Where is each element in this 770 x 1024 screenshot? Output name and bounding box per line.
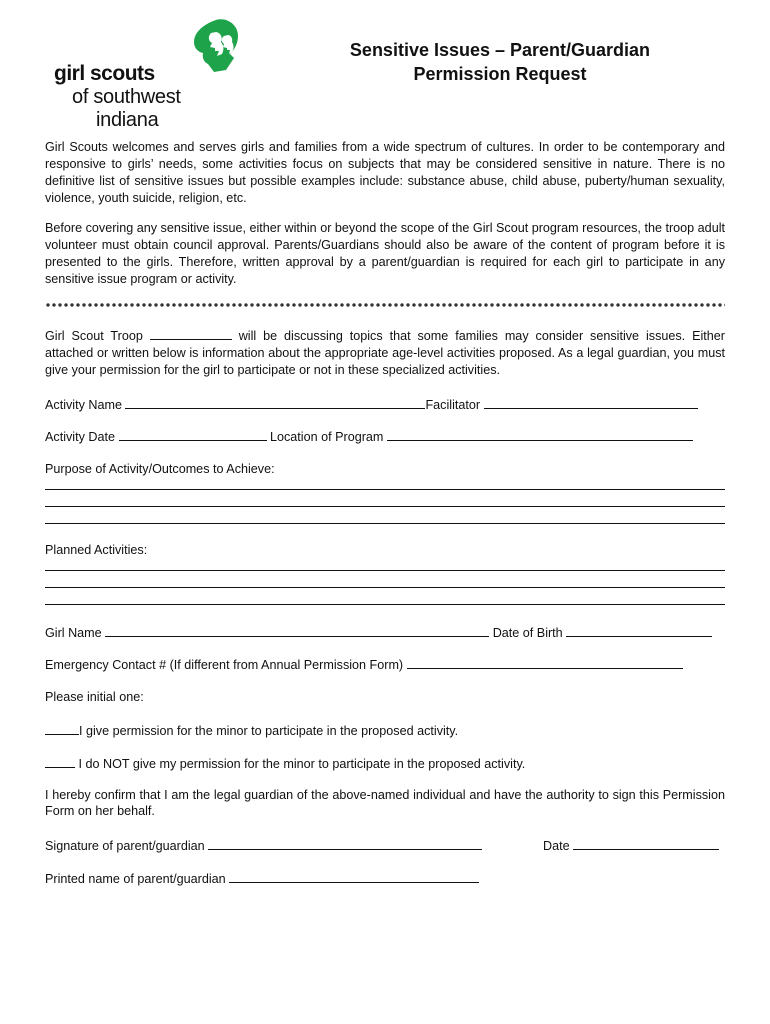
troop-paragraph-text: will be discussing topics that some families may consider sensitive issues. Either attached or written below is information about the appropriate age-level activities proposed. As a legal guardian, you must give your permission for the girl to participate or not in these specialized activities. <box>45 329 725 377</box>
purpose-label: Purpose of Activity/Outcomes to Achieve: <box>45 462 275 476</box>
give-permission-row <box>45 722 458 739</box>
date-row <box>543 837 719 854</box>
facilitator-label: Facilitator <box>425 398 481 412</box>
logo-text-line2: of southwest <box>72 86 181 108</box>
intro-paragraph-2: Before covering any sensitive issue, either within or beyond the scope of the Girl Scout program resources, the troop adult volunteer must obtain council approval. Parents/Guardians should also be aware of the content of program before it is presented to the girls. Therefore, written approval by a parent/guardian is required for each girl to participate in any sensitive issue program or activity. <box>45 221 725 286</box>
signature-row <box>45 837 482 854</box>
purpose-line-1[interactable] <box>45 489 725 490</box>
dotted-divider <box>45 303 725 307</box>
facilitator-field[interactable] <box>484 396 698 409</box>
deny-permission-initial-field[interactable] <box>45 755 75 768</box>
planned-line-1[interactable] <box>45 570 725 571</box>
troop-paragraph <box>45 327 725 379</box>
printed-name-label: Printed name of parent/guardian <box>45 872 226 886</box>
girl-name-field[interactable] <box>105 624 489 637</box>
give-permission-initial-field[interactable] <box>45 722 79 735</box>
troop-label: Girl Scout Troop <box>45 329 143 343</box>
signature-field[interactable] <box>208 837 482 850</box>
deny-permission-row <box>45 755 525 772</box>
initial-prompt: Please initial one: <box>45 690 144 704</box>
dob-label: Date of Birth <box>492 626 563 640</box>
printed-name-row <box>45 870 479 887</box>
logo-text-line1: girl scouts <box>54 62 155 85</box>
purpose-line-2[interactable] <box>45 506 725 507</box>
give-permission-text: I give permission for the minor to participate in the proposed activity. <box>79 724 459 738</box>
purpose-line-3[interactable] <box>45 523 725 524</box>
date-label: Date <box>543 839 570 853</box>
location-field[interactable] <box>387 428 693 441</box>
emergency-contact-label: Emergency Contact # (If different from Annual Permission Form) <box>45 658 404 672</box>
title-line-1: Sensitive Issues – Parent/Guardian <box>349 40 651 60</box>
trefoil-profile-icon <box>164 18 244 74</box>
girl-scouts-logo <box>54 18 204 131</box>
activity-name-row <box>45 396 698 413</box>
planned-line-2[interactable] <box>45 587 725 588</box>
logo-text-line3: indiana <box>96 109 159 131</box>
dob-field[interactable] <box>566 624 712 637</box>
activity-date-field[interactable] <box>119 428 267 441</box>
location-label: Location of Program <box>270 430 384 444</box>
signature-label: Signature of parent/guardian <box>45 839 205 853</box>
planned-line-3[interactable] <box>45 604 725 605</box>
deny-permission-text: I do NOT give my permission for the minor to participate in the proposed activity. <box>78 757 526 771</box>
printed-name-field[interactable] <box>229 870 479 883</box>
activity-date-row <box>45 428 693 445</box>
emergency-contact-field[interactable] <box>407 656 683 669</box>
page-title <box>320 38 680 86</box>
emergency-contact-row <box>45 656 683 673</box>
intro-paragraph-1: Girl Scouts welcomes and serves girls and families from a wide spectrum of cultures. In order to be contemporary and responsive to girls’ needs, some activities focus on subjects that may be considered sensitive in nature. There is no definitive list of sensitive issues but possible examples include: substance abuse, child abuse, puberty/human sexuality, violence, youth suicide, religion, etc. <box>45 140 725 205</box>
title-line-2: Permission Request <box>413 64 587 84</box>
activity-name-field[interactable] <box>125 396 425 409</box>
guardian-confirmation-text: I hereby confirm that I am the legal guardian of the above-named individual and have the authority to sign this Permission Form on her behalf. <box>45 788 725 818</box>
activity-name-label: Activity Name <box>45 398 122 412</box>
date-field[interactable] <box>573 837 719 850</box>
troop-number-field[interactable] <box>150 327 232 340</box>
girl-name-row <box>45 624 712 641</box>
girl-name-label: Girl Name <box>45 626 102 640</box>
planned-activities-label: Planned Activities: <box>45 543 148 557</box>
activity-date-label: Activity Date <box>45 430 115 444</box>
